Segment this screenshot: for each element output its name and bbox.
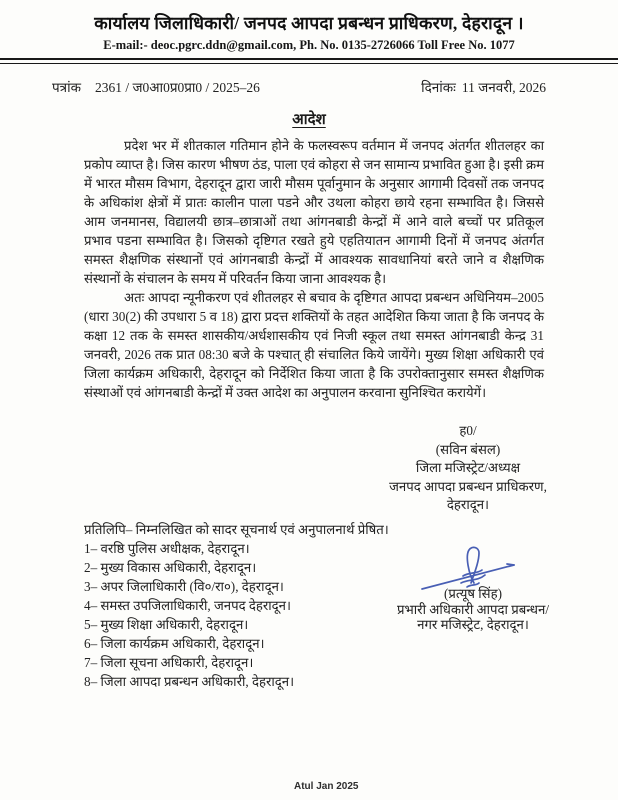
letter-number-value: 2361 / ज0आ0प्र0प्रा0 / 2025–26 — [95, 80, 260, 95]
copy-list-heading: प्रतिलिपि– निम्नलिखित को सादर सूचनार्थ एवं अनुपालनार्थ प्रेषित। — [84, 521, 389, 537]
signatory-block — [358, 422, 578, 515]
order-paragraph-1: प्रदेश भर में शीतकाल गतिमान होने के फलस्वरूप वर्तमान में जनपद अंतर्गत शीतलहर का प्रकोप व्याप्त है। जिस कारण भीषण ठंड, पाला एवं कोहरा से जन सामान्य प्रभावित हुआ है। इसी क्रम में भारत मौसम विभाग, देहरादून द्वारा जारी मौसम पूर्वानुमान के अनुसार आगामी दिवसों तक जनपद के अधिकांश क्षेत्रों में प्रातः कालीन पाला पडने और उथला कोहरा छाये रहना सम्भावित है। जिससे आम जनमानस, विद्यालयी छात्र–छात्राओं तथा आंगनबाडी केन्द्रों में आने वाले बच्चों पर प्रतिकूल प्रभाव पडना सम्भावित है। जिसको दृष्टिगत रखते हुये एहतियातन आगामी दिनों में जनपद अंतर्गत समस्त शैक्षणिक संस्थानों एवं आंगनबाडी केन्द्रों में आवश्यक सावधानियां बरते जाने व शैक्षणिक संस्थानों के संचालन के समय में परिवर्तन किया जाना आवश्यक है। — [84, 138, 544, 286]
signatory-place: देहरादून। — [446, 497, 490, 512]
officer-signature-block — [353, 543, 593, 633]
copy-list-item: 8– जिला आपदा प्रबन्धन अधिकारी, देहरादून। — [84, 673, 295, 689]
reference-row — [0, 64, 618, 96]
officer-lines — [353, 543, 593, 633]
copy-list-item: 2– मुख्य विकास अधिकारी, देहरादून। — [84, 559, 257, 575]
officer-name: (प्रत्यूष सिंह) — [443, 586, 502, 601]
order-paragraph-2: अतः आपदा न्यूनीकरण एवं शीतलहर से बचाव के दृष्टिगत आपदा प्रबन्धन अधिनियम–2005 (धारा 30(2) की उपधारा 5 व 18) द्वारा प्रदत्त शक्तियों के तहत आदेशित किया जाता है कि जनपद के कक्षा 12 तक के समस्त शासकीय/अर्धशासकीय एवं निजी स्कूल तथा समस्त आंगनबाडी केन्द्र 31 जनवरी, 2026 तक प्रात 08:30 बजे के पश्चात् ही संचालित किये जायेंगे। मुख्य शिक्षा अधिकारी एवं जिला कार्यक्रम अधिकारी, देहरादून को निर्देशित किया जाता है कि उपरोक्तानुसार समस्त शैक्षणिक संस्थाओं एवं आंगनबाडी केन्द्रों में उक्त आदेश का अनुपालन करवाना सुनिश्चित करायेगें। — [84, 290, 544, 400]
signatory-name: (सविन बंसल) — [435, 441, 501, 457]
officer-designation: प्रभारी अधिकारी आपदा प्रबन्धन/ — [396, 601, 549, 617]
copy-list-item: 6– जिला कार्यक्रम अधिकारी, देहरादून। — [84, 635, 265, 651]
copy-list-item: 7– जिला सूचना अधिकारी, देहरादून। — [84, 654, 254, 670]
date-value: 11 जनवरी, 2026 — [461, 80, 546, 95]
office-title: कार्यालय जिलाधिकारी/ जनपद आपदा प्रबन्धन प्राधिकरण, देहरादून । — [94, 13, 524, 33]
contact-line: E-mail:- deoc.pgrc.ddn@gmail.com, Ph. No. 0135-2726066 Toll Free No. 1077 — [103, 38, 515, 52]
letter-number-group — [52, 78, 260, 96]
order-heading: आदेश — [292, 112, 326, 128]
copy-list-item: 5– मुख्य शिक्षा अधिकारी, देहरादून। — [84, 616, 249, 632]
date-group — [421, 78, 546, 96]
signatory-designation: जिला मजिस्ट्रेट/अध्यक्ष — [415, 460, 521, 475]
footer-note: Atul Jan 2025 — [294, 781, 359, 792]
copy-list-item: 4– समस्त उपजिलाधिकारी, जनपद देहरादून। — [84, 597, 292, 613]
copy-list-item: 1– वरष्ठि पुलिस अधीक्षक, देहरादून। — [84, 540, 250, 556]
signatory-office: जनपद आपदा प्रबन्धन प्राधिकरण, — [389, 478, 547, 494]
copy-list-item: 3– अपर जिलाधिकारी (वि०/रा०), देहरादून। — [84, 578, 284, 594]
signatory-abbrev: ह0/ — [459, 423, 477, 438]
letter-number-label: पत्रांक — [52, 80, 81, 95]
officer-place: नगर मजिस्ट्रेट, देहरादून। — [417, 617, 529, 632]
date-label: दिनांकः — [421, 80, 456, 95]
